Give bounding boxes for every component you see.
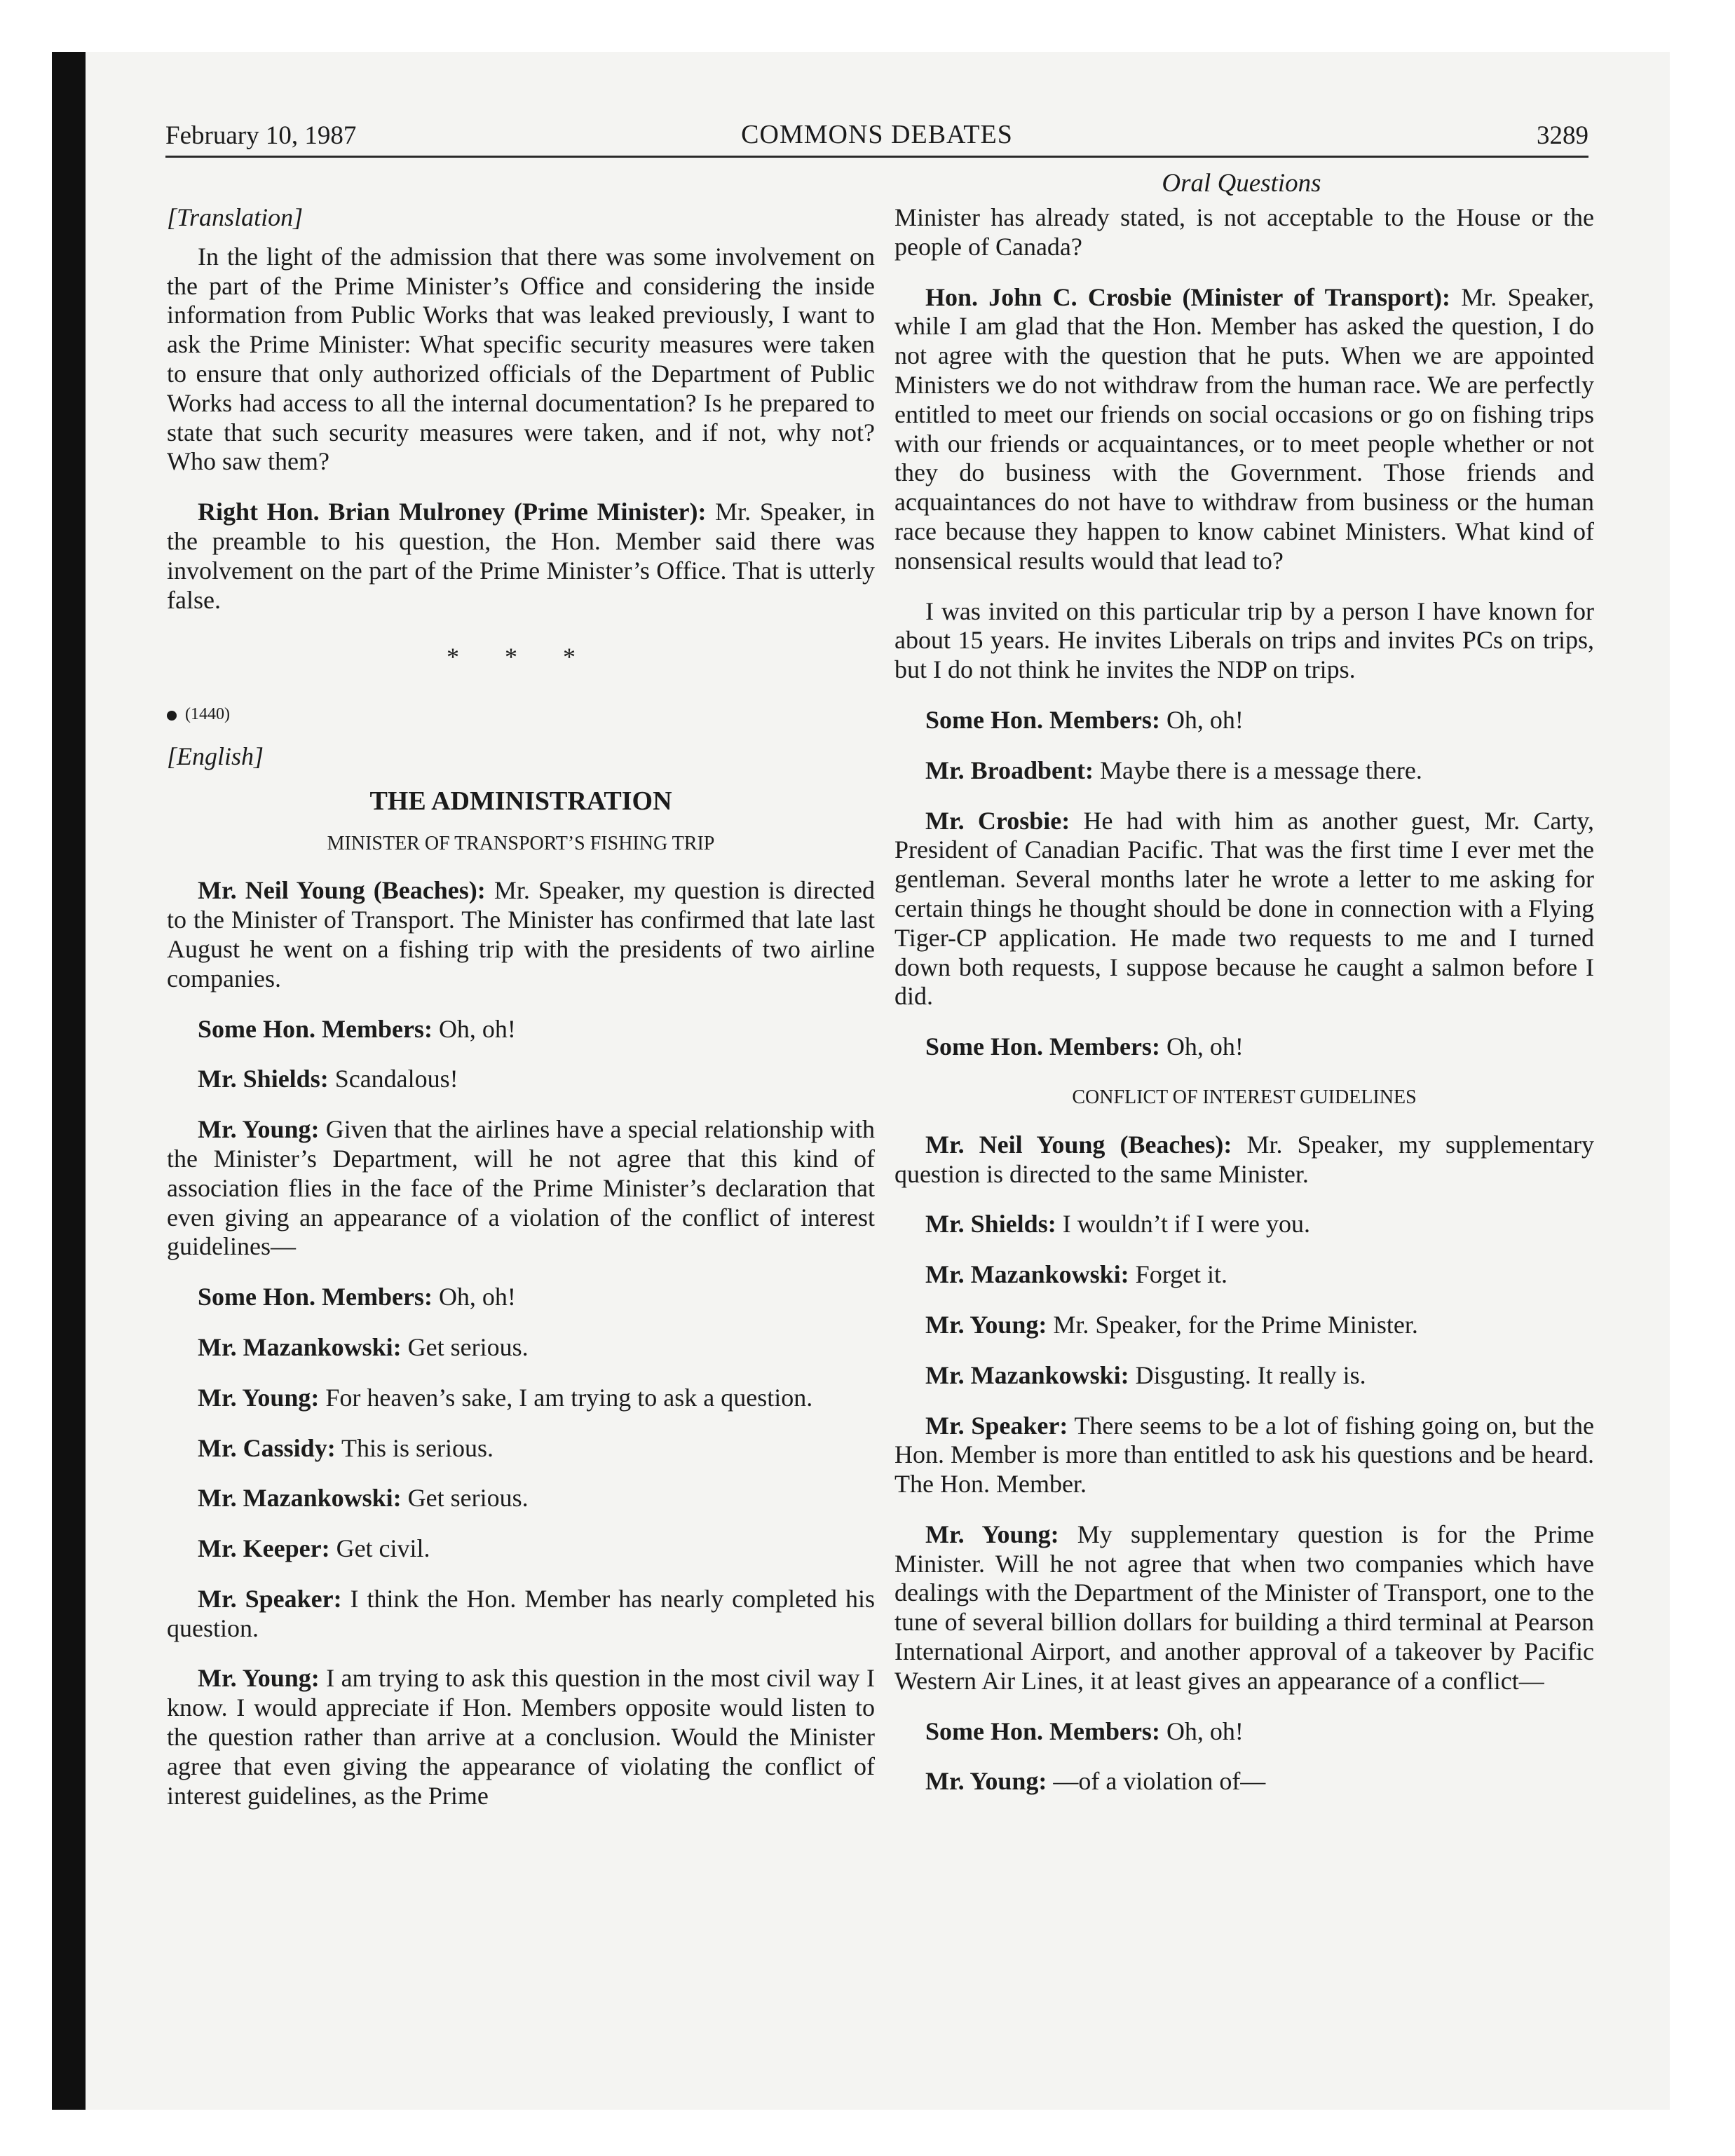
speech-text: Get serious. [401,1332,529,1361]
paragraph: Minister has already stated, is not acceptable to the House or the people of Canada? [894,203,1594,261]
speaker: Mr. Young: [925,1520,1059,1548]
speech-text: Oh, oh! [1159,1032,1244,1061]
speaker: Mr. Shields: [198,1065,329,1093]
language-marker: [Translation] [167,203,304,231]
speech [167,1534,875,1564]
speaker: Mr. Mazankowski: [925,1260,1129,1289]
speech [167,1333,875,1363]
speech [167,1065,875,1094]
speech [894,1131,1594,1189]
speech-text: I wouldn’t if I were you. [1056,1210,1310,1239]
speaker: Some Hon. Members: [198,1014,433,1043]
speech-text: This is serious. [335,1433,494,1462]
header-page-number: 3289 [1537,121,1588,150]
speaker: Mr. Neil Young (Beaches): [198,876,486,905]
section-label: Oral Questions [1162,169,1321,198]
speech-text: I am trying to ask this question in the most civil way I know. I would appreciate if Hon. Members opposite would listen to the question rather than arrive at a conclusion. Would the Minister agree that even giving the appearance of violating the conflict of interest guidelines, as the Prime [167,1664,875,1810]
page-header [165,116,1588,158]
speech [167,1384,875,1413]
bullet-icon [167,711,177,721]
speech [894,1717,1594,1747]
speech [167,1585,875,1644]
speech [167,876,875,993]
speaker: Some Hon. Members: [925,705,1160,734]
speech-text: Forget it. [1129,1260,1228,1289]
speech-text: Get serious. [401,1484,529,1513]
speech-text: Get civil. [329,1534,430,1563]
subsection-heading: MINISTER OF TRANSPORT’S FISHING TRIP [327,832,715,854]
speech-text: Mr. Speaker, my question is directed to the Minister of Transport. The Minister has confirmed that late last August he went on a fishing trip with the presidents of two airline companies. [167,876,876,992]
speech-text: Oh, oh! [432,1283,516,1311]
speaker: Mr. Crosbie: [925,806,1070,835]
speech-text: Mr. Speaker, for the Prime Minister. [1047,1310,1418,1339]
speaker: Hon. John C. Crosbie (Minister of Transport): [925,282,1450,311]
header-title: COMMONS DEBATES [741,120,1013,149]
speech [167,1484,875,1513]
subsection-heading: CONFLICT OF INTEREST GUIDELINES [1072,1086,1417,1108]
speaker: Mr. Mazankowski: [198,1484,402,1513]
speech [167,1015,875,1044]
section-divider: * * * [447,643,595,671]
speaker: Mr. Speaker: [198,1584,342,1613]
language-marker: [English] [167,742,264,770]
speaker: Mr. Young: [198,1383,320,1412]
speaker: Mr. Keeper: [198,1534,330,1563]
speech [894,1361,1594,1391]
speech [894,1311,1594,1340]
speech-text: For heaven’s sake, I am trying to ask a question. [319,1383,813,1412]
scan-edge-shadow [52,52,86,2110]
speech [167,1115,875,1262]
speech [167,498,875,615]
speech-text: Oh, oh! [1159,705,1244,734]
speaker: Mr. Broadbent: [925,756,1094,784]
speaker: Mr. Mazankowski: [198,1332,402,1361]
speech [894,283,1594,576]
speech-text: Mr. Speaker, my supplementary question is directed to the same Minister. [894,1130,1594,1188]
speech [167,1434,875,1464]
speech-text: My supplementary question is for the Prime Minister. Will he not agree that when two companies which have dealings with the Department of the Minister of Transport, one to the tune of several billion dollars for building a third terminal at Pearson International Airport, and another approval of a takeover by Pacific Western Air Lines, it at least gives an appearance of a conflict— [894,1520,1594,1695]
speaker: Mr. Young: [198,1664,320,1693]
speech-text: Given that the airlines have a special relationship with the Minister’s Department, will he not agree that this kind of association flies in the face of the Prime Minister’s declaration that even giving an appearance of a violation of the conflict of interest guidelines— [167,1115,875,1261]
left-column [167,203,875,1831]
speaker: Right Hon. Brian Mulroney (Prime Minister): [198,498,707,526]
right-column [894,203,1594,1817]
speech [894,1520,1594,1696]
speaker: Some Hon. Members: [925,1717,1160,1745]
speech [894,706,1594,735]
speech-text: Maybe there is a message there. [1094,756,1422,784]
time-marker-text: (1440) [185,705,230,724]
header-date: February 10, 1987 [165,121,357,150]
speech-text: Oh, oh! [1159,1717,1244,1745]
speech-text: Disgusting. It really is. [1129,1360,1366,1389]
speech [894,1210,1594,1239]
speech-text: There seems to be a lot of fishing going on, but the Hon. Member is more than entitled to ask his questions and be heard. The Hon. Member. [894,1411,1595,1499]
speaker: Mr. Young: [198,1115,320,1144]
speaker: Mr. Shields: [925,1210,1056,1239]
speaker: Mr. Neil Young (Beaches): [925,1130,1232,1159]
speech [894,756,1594,786]
speech-text: Scandalous! [328,1065,458,1093]
speech [894,1032,1594,1062]
speaker: Mr. Cassidy: [198,1433,336,1462]
speaker: Mr. Young: [925,1767,1047,1796]
speech [894,807,1594,1012]
speaker: Mr. Young: [925,1310,1047,1339]
speech [894,1767,1594,1796]
speaker: Some Hon. Members: [198,1283,433,1311]
speaker: Mr. Speaker: [925,1411,1068,1440]
language-marker-text: English [177,742,254,770]
speech-text: Oh, oh! [432,1014,516,1043]
paragraph: In the light of the admission that there was some involvement on the part of the Prime Minister’s Office and considering the inside information from Public Works that was leaked previously, I want to ask the Prime Minister: What specific security measures were taken to ensure that only authorized officials of the Department of Public Works had access to all the internal documentation? Is he prepared to state that such security measures were taken, and if not, why not? Who saw them? [167,242,875,476]
speaker: Some Hon. Members: [925,1032,1160,1061]
speech-text: He had with him as another guest, Mr. Carty, President of Canadian Pacific. That was the first time I ever met the gentleman. Several months later he wrote a letter to me asking for certain things he thought should be done in connection with a Flying Tiger-CP application. He made two requests to me and I turned down both requests, I suppose because he caught a salmon before I did. [894,806,1594,1011]
language-marker-text: Translation [177,203,294,231]
speech [894,1412,1594,1499]
speech-text: —of a violation of— [1047,1767,1266,1796]
time-marker [167,700,875,730]
speech-text: Mr. Speaker, in the preamble to his question, the Hon. Member said there was involvement on the part of the Prime Minister’s Office. That is utterly false. [167,498,875,614]
speech-text: Mr. Speaker, while I am glad that the Hon. Member has asked the question, I do not agree with the question that he puts. When we are appointed Ministers we do not withdraw from the human race. We are perfectly entitled to meet our friends on social occasions or go on fishing trips with our friends or acquaintances, or to meet people whether or not they do business with the Government. Those friends and acquaintances do not have to withdraw from business or the human race because they happen to know cabinet Ministers. What kind of nonsensical results would that lead to? [894,282,1594,575]
speech [894,1260,1594,1290]
speech [167,1664,875,1810]
speaker: Mr. Mazankowski: [925,1360,1129,1389]
speech-text: I think the Hon. Member has nearly completed his question. [167,1584,875,1642]
paragraph: I was invited on this particular trip by a person I have known for about 15 years. He invites Liberals on trips and invites PCs on trips, but I do not think he invites the NDP on trips. [894,596,1594,684]
speech [167,1283,875,1312]
section-heading: THE ADMINISTRATION [369,786,672,816]
